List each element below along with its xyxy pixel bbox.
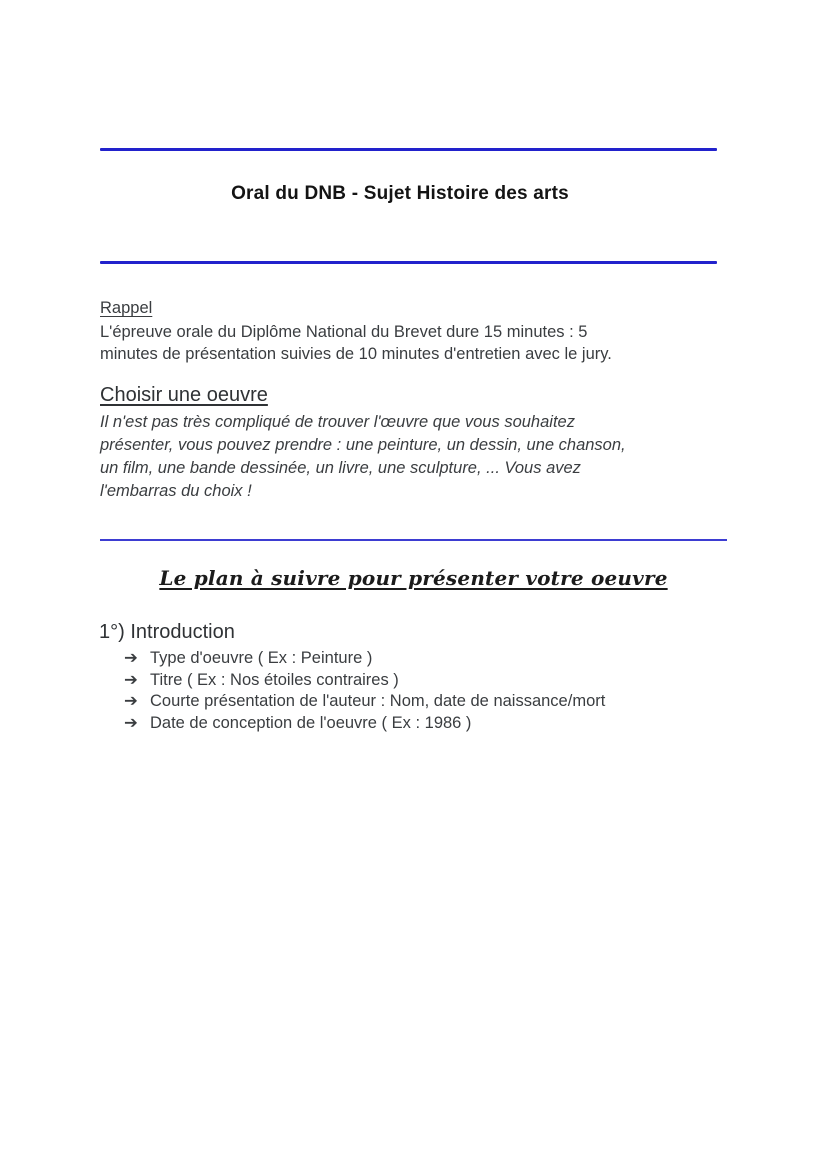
rappel-heading: Rappel (100, 299, 153, 317)
list-item (124, 713, 605, 735)
choisir-line: un film, une bande dessinée, un livre, une sculpture, ... Vous avez (100, 459, 581, 477)
introduction-bullet-list (124, 648, 605, 734)
choisir-line: Il n'est pas très compliqué de trouver l'œuvre que vous souhaitez (100, 413, 575, 431)
list-item-text: Type d'oeuvre ( Ex : Peinture ) (150, 649, 373, 667)
list-item-text: Titre ( Ex : Nos étoiles contraires ) (150, 670, 399, 689)
list-item (124, 670, 605, 692)
choisir-une-oeuvre-heading: Choisir une oeuvre (100, 384, 268, 406)
horizontal-rule-under-title (100, 261, 717, 264)
horizontal-rule-thin (100, 539, 727, 541)
document-title: Oral du DNB - Sujet Histoire des arts (231, 183, 569, 204)
horizontal-rule-top (100, 148, 717, 151)
list-item (124, 691, 605, 713)
list-item-text: Date de conception de l'oeuvre ( Ex : 1986 ) (150, 713, 472, 732)
section-1-introduction-heading: 1°) Introduction (99, 621, 235, 643)
arrow-bullet-icon: ➔ (124, 713, 138, 732)
rappel-line: minutes de présentation suivies de 10 minutes d'entretien avec le jury. (100, 345, 612, 363)
rappel-line: L'épreuve orale du Diplôme National du Brevet dure 15 minutes : 5 (100, 323, 588, 341)
plan-heading: Le plan à suivre pour présenter votre oeuvre (159, 566, 668, 590)
arrow-bullet-icon: ➔ (124, 670, 138, 689)
choisir-line: l'embarras du choix ! (100, 482, 252, 500)
arrow-bullet-icon: ➔ (124, 649, 138, 667)
rappel-paragraph (100, 321, 740, 365)
list-item (124, 648, 605, 670)
choisir-line: présenter, vous pouvez prendre : une peinture, un dessin, une chanson, (100, 436, 626, 454)
list-item-text: Courte présentation de l'auteur : Nom, date de naissance/mort (150, 692, 606, 710)
arrow-bullet-icon: ➔ (124, 692, 138, 710)
choisir-paragraph (100, 411, 745, 503)
